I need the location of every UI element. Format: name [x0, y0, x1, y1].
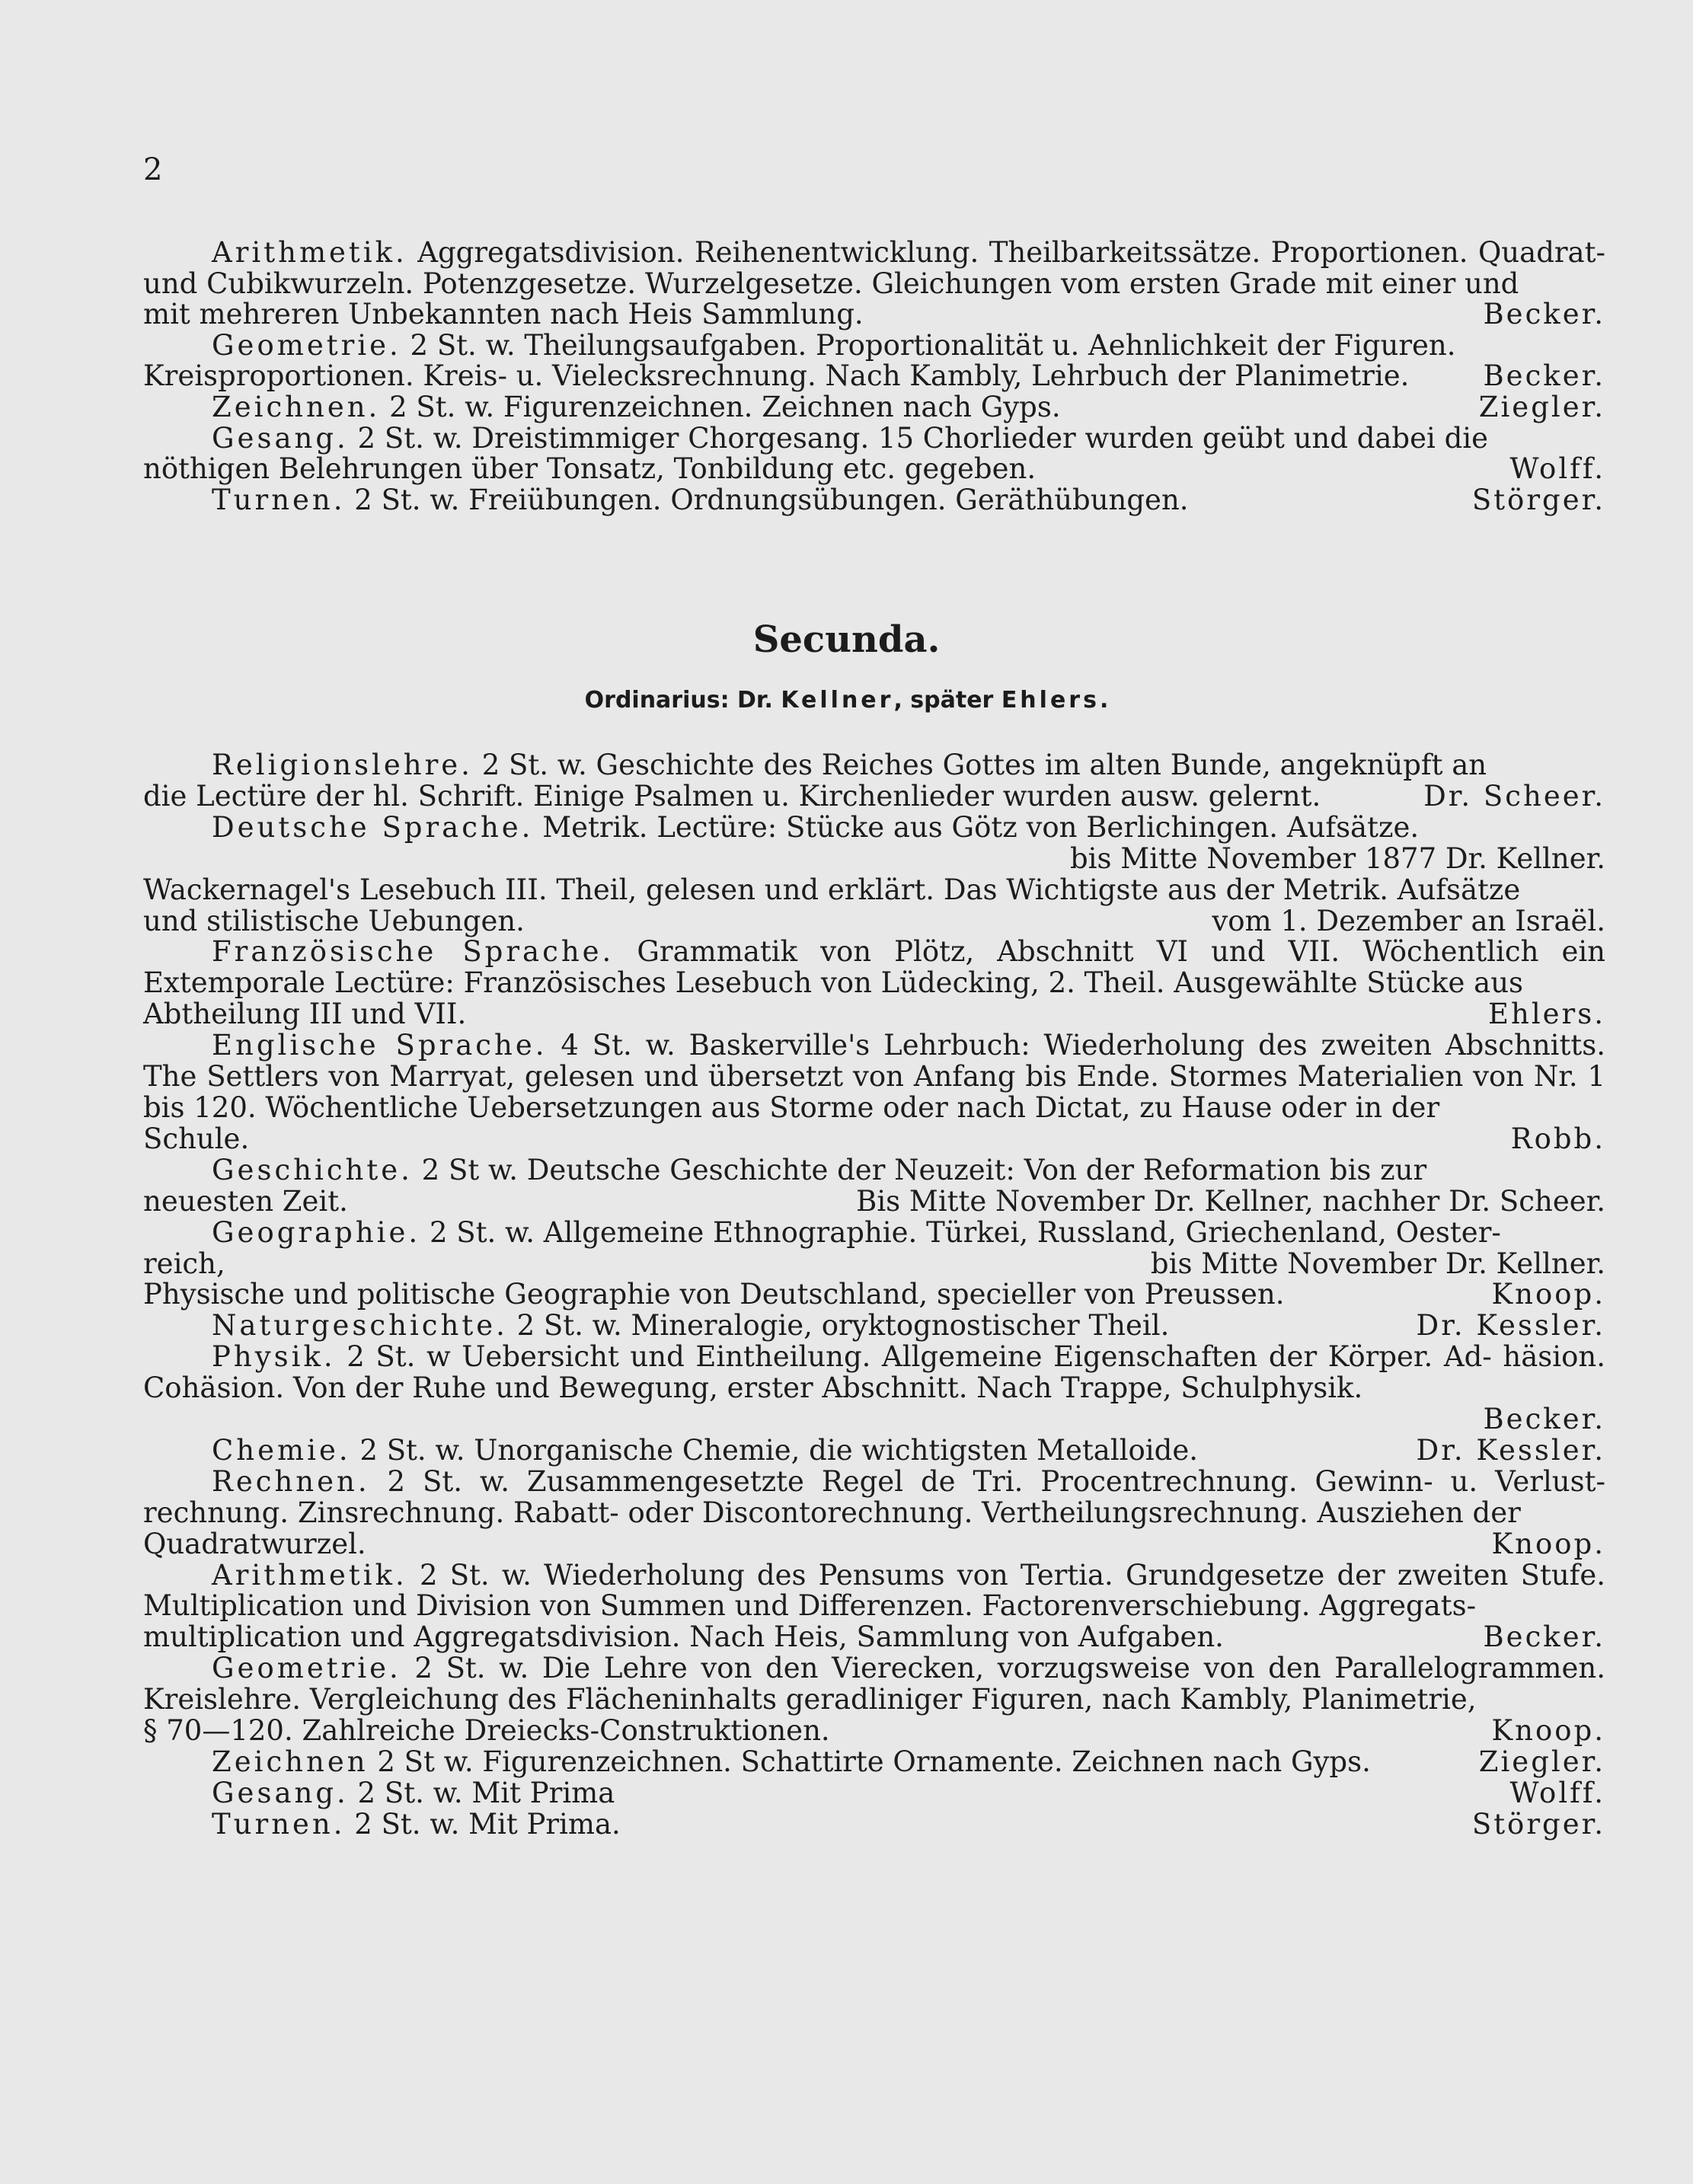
entry-gesang: Gesang. 2 St. w. Dreistimmiger Chorgesang. 15 Chorlieder wurden geübt und dabei die [212, 421, 1489, 455]
entry-franzoesisch: Französische Sprache. Grammatik von Plötz, Abschnitt VI und VII. Wöchentlich ein Extemporale Lectüre: Französisches Lesebuch von Lüdecking, 2. Theil. Ausgewählte Stücke aus [143, 935, 1606, 1000]
entry-franzoesisch-end: Abtheilung III und VII. Ehlers. [143, 998, 1605, 1031]
entry-deutsch-cont: Wackernagel's Lesebuch III. Theil, gelesen und erklärt. Das Wichtigste aus der Metrik. Aufsätze [143, 873, 1521, 906]
entry-geometrie-end: Kreisproportionen. Kreis- u. Vielecksrechnung. Nach Kambly, Lehrbuch der Planimetrie. Becker. [143, 359, 1605, 393]
entry-chemie: Chemie. 2 St. w. Unorganische Chemie, die wichtigsten Metalloide. Dr. Kessler. [212, 1433, 1605, 1467]
entry-geschichte-end: neuesten Zeit. Bis Mitte November Dr. Kellner, nachher Dr. Scheer. [143, 1184, 1605, 1218]
entry-arithmetik-2: Arithmetik. 2 St. w. Wiederholung des Pensums von Tertia. Grundgesetze der zweiten Stufe. Multiplication und Division von Summen und Differenzen. Factorenverschiebung. Aggregats- [143, 1558, 1606, 1623]
entry-geometrie-2: Geometrie. 2 St. w. Die Lehre von den Vierecken, vorzugsweise von den Parallelogrammen. Kreislehre. Vergleichung des Flächeninhalts geradliniger Figuren, nach Kambly, Planimetrie, [143, 1652, 1605, 1716]
secunda-body [143, 750, 1605, 1841]
ordinarius-line: Ordinarius: Dr. Kellner, später Ehlers. [584, 687, 1109, 714]
entry-geographie-end: Physische und politische Geographie von Deutschland, specieller von Preussen. Knoop. [143, 1278, 1605, 1311]
entry-arithmetik: Arithmetik. Aggregatsdivision. Reihenentwicklung. Theilbarkeitssätze. Proportionen. Quadrat- und Cubikwurzeln. Potenzgesetze. Wurzelgesetze. Gleichungen vom ersten Grade mit einer und [143, 236, 1605, 300]
entry-geometrie-2-end: § 70—120. Zahlreiche Dreiecks-Construktionen. Knoop. [143, 1714, 1605, 1748]
entry-zeichnen: Zeichnen. 2 St. w. Figurenzeichnen. Zeichnen nach Gyps. Ziegler. [212, 390, 1605, 423]
entry-geometrie: Geometrie. 2 St. w. Theilungsaufgaben. Proportionalität u. Aehnlichkeit der Figuren. [212, 328, 1456, 362]
entry-deutsch: Deutsche Sprache. Metrik. Lectüre: Stücke aus Götz von Berlichingen. Aufsätze. [212, 810, 1420, 844]
entry-gesang-2: Gesang. 2 St. w. Mit Prima Wolff. [212, 1776, 1605, 1809]
entry-englisch-end: Schule. Robb. [143, 1122, 1605, 1155]
entry-turnen-2: Turnen. 2 St. w. Mit Prima. Störger. [212, 1807, 1605, 1841]
entry-naturgeschichte: Naturgeschichte. 2 St. w. Mineralogie, oryktognostischer Theil. Dr. Kessler. [212, 1309, 1605, 1343]
entry-deutsch-end: und stilistische Uebungen. vom 1. Dezember an Israël. [143, 904, 1605, 937]
entry-gesang-end: nöthigen Belehrungen über Tonsatz, Tonbildung etc. gegeben. Wolff. [143, 452, 1605, 486]
entry-arithmetik-2-end: multiplication und Aggregatsdivision. Nach Heis, Sammlung von Aufgaben. Becker. [143, 1620, 1605, 1654]
entry-arithmetik-end: mit mehreren Unbekannten nach Heis Sammlung. Becker. [143, 298, 1605, 331]
entry-turnen: Turnen. 2 St. w. Freiübungen. Ordnungsübungen. Geräthübungen. Störger. [212, 483, 1605, 516]
page-number: 2 [143, 152, 163, 187]
entry-rechnen: Rechnen. 2 St. w. Zusammengesetzte Regel de Tri. Procentrechnung. Gewinn- u. Verlust- rechnung. Zinsrechnung. Rabatt- oder Discontorechnung. Vertheilungsrechnung. Ausziehen der [143, 1464, 1605, 1529]
entry-religion: Religionslehre. 2 St. w. Geschichte des Reiches Gottes im alten Bunde, angeknüpft an [212, 749, 1487, 781]
top-block [143, 238, 1605, 516]
entry-physik-teacher: Becker. [1483, 1403, 1605, 1436]
entry-zeichnen-2: Zeichnen 2 St w. Figurenzeichnen. Schattirte Ornamente. Zeichnen nach Gyps. Ziegler. [212, 1745, 1605, 1778]
entry-physik: Physik. 2 St. w Uebersicht und Eintheilung. Allgemeine Eigenschaften der Körper. Ad- häsion. Cohäsion. Von der Ruhe und Bewegung, erster Abschnitt. Nach Trappe, Schulphysik. [143, 1340, 1605, 1405]
entry-religion-end: die Lectüre der hl. Schrift. Einige Psalmen u. Kirchenlieder wurden ausw. gelernt. Dr. Scheer. [143, 779, 1605, 813]
section-heading: Secunda. [752, 618, 941, 661]
entry-rechnen-end: Quadratwurzel. Knoop. [143, 1527, 1605, 1560]
entry-geographie-mid: reich, bis Mitte November Dr. Kellner. [143, 1247, 1605, 1280]
entry-geschichte: Geschichte. 2 St w. Deutsche Geschichte der Neuzeit: Von der Reformation bis zur [212, 1153, 1427, 1186]
entry-englisch: Englische Sprache. 4 St. w. Baskerville's Lehrbuch: Wiederholung des zweiten Abschnitts. The Settlers von Marryat, gelesen und übersetzt von Anfang bis Ende. Stormes Materialien von Nr. 1 bis 120. Wöchentliche Uebersetzungen aus Storme oder nach Dictat, zu Hause oder in der [143, 1029, 1606, 1124]
entry-geographie: Geographie. 2 St. w. Allgemeine Ethnographie. Türkei, Russland, Griechenland, Oester- [212, 1215, 1501, 1249]
entry-deutsch-teacher1: bis Mitte November 1877 Dr. Kellner. [1070, 841, 1605, 875]
